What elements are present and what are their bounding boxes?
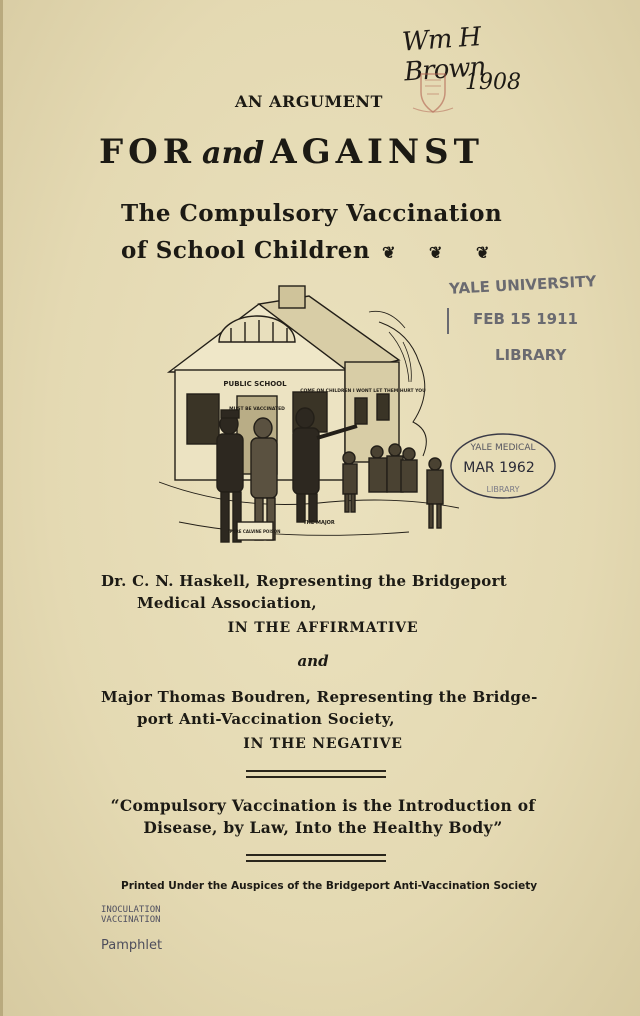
subtitle-line-1: The Compulsory Vaccination [121,200,503,227]
quote-line-2: Disease, by Law, Into the Healthy Body” [143,818,503,837]
fleuron-ornaments: ❦ ❦ ❦ [382,243,504,262]
subtitle-line-2 [121,237,503,264]
quote-line-1: “Compulsory Vaccination is the Introduction of [110,796,536,815]
title-prefix: AN ARGUMENT [235,92,383,111]
affirmative-side: IN THE AFFIRMATIVE [227,620,419,636]
divider-rule [246,860,386,862]
yale-medical-library-stamp [445,428,557,504]
medical-stamp-line-3: LIBRARY [486,485,520,494]
stamp-line-2: FEB 15 1911 [473,310,578,328]
medical-stamp-line-1: YALE MEDICAL [470,443,536,453]
affirmative-line-1: Dr. C. N. Haskell, Representing the Bridgeport [101,572,508,590]
school-sign: PUBLIC SCHOOL [223,380,287,388]
negative-side: IN THE NEGATIVE [243,736,403,752]
divider-rule [246,854,386,856]
signature-text: Wm H Brown [401,22,487,88]
schoolhouse-illustration [159,282,459,557]
box-label: PURE CALVINE POISON [229,529,281,534]
title-against: AGAINST [270,132,484,172]
title-and: and [202,136,265,171]
stamp-line-3: LIBRARY [495,346,567,364]
connector-and: and [297,652,329,670]
title-for: FOR [99,132,197,172]
main-title [99,132,539,172]
pamphlet-label: Pamphlet [101,938,163,953]
divider-rule [246,770,386,772]
library-seal-icon [411,68,455,116]
medical-stamp-date: MAR 1962 [463,460,535,476]
affirmative-line-2: Medical Association, [137,594,317,612]
printed-under-auspices: Printed Under the Auspices of the Bridgeport Anti-Vaccination Society [121,880,538,892]
negative-line-1: Major Thomas Boudren, Representing the Bridge- [101,688,538,706]
door-sign: MUST BE VACCINATED [229,407,285,412]
catalog-tag-line-1: INOCULATION [101,905,161,915]
negative-line-2: port Anti-Vaccination Society, [137,710,395,728]
subtitle-text: of School Children [121,237,371,264]
divider-rule [246,776,386,778]
handwritten-year: 1908 [465,70,521,95]
catalog-tag-line-2: VACCINATION [101,915,161,925]
stamp-line-1: YALE UNIVERSITY [448,272,597,298]
figure-caption: THE MAJOR [303,520,335,526]
speech-text: COME ON CHILDREN I WONT LET THEM HURT YOU [300,389,426,394]
